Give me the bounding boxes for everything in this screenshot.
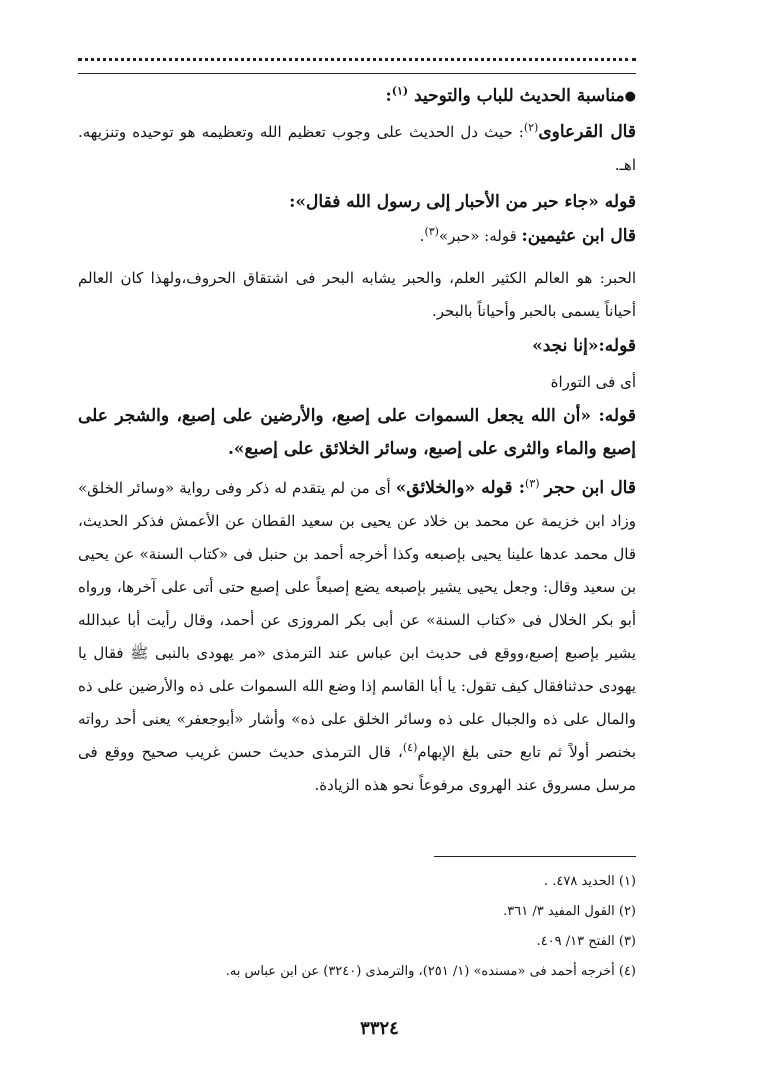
ibn-hajar-text: أى من لم يتقدم له ذكر وفى رواية «وسائر الخلق» وزاد ابن خزيمة عن محمد بن خلاد عن يحيى بن سعيد القطان عن الأعمش فذكر الحديث، قال محمد عدها علينا يحيى بإصبعه وكذا أخرجه أحمد بن حنبل فى «كتاب السنة» عن يحيى بن سعيد وقال: وجعل يحيى يشير بإصبعه يضع إصبعاً على إصبع حتى أتى على آخرها، ورواه أبو بكر الخلال فى «كتاب السنة» عن أبى بكر المروزى عن أحمد، وقال رأيت أبا عبدالله يشير بإصبع إصبع،ووقع فى حديث ابن عباس عند الترمذى «مر يهودى بالنبى ﷺ فقال يا يهودى حدثنافقال كيف تقول: يا أبا القاسم إذا وضع الله السموات على ذه والأرضين على ذه والمال على ذه والجبال على ذه وسائر الخلق على ذه» وأشار «أبوجعفر» يعنى أحد رواته بخنصر أولاً ثم تابع حتى بلغ الإبهام bbox=[78, 479, 636, 761]
qarawi-text: : حيث دل الحديث على وجوب تعظيم الله وتعظيمه هو توحيده وتنزيهه. اهـ. bbox=[78, 123, 636, 174]
page-number: ٣٣٢٤ bbox=[360, 1018, 399, 1039]
section-heading bbox=[78, 80, 636, 113]
uthaymeen-label: قال ابن عثيمين: bbox=[521, 226, 636, 246]
footnote-ref: (٢) bbox=[523, 121, 539, 134]
footnote-1: (١) الحديد ٤٧٨. . bbox=[544, 874, 636, 889]
quote-fingers: قوله: «أن الله يجعل السموات على إصبع، والأرضين على إصبع، والشجر على إصبع والماء والثرى على إصبع، وسائر الخلائق على إصبع». bbox=[78, 406, 636, 459]
ibn-hajar-text-end: ، قال الترمذى حديث حسن غريب صحيح ووقع فى مرسل مسروق عند الهروى مرفوعاً نحو هذه الزيادة. bbox=[78, 743, 636, 794]
qarawi-paragraph bbox=[78, 116, 636, 182]
footnote-ref: (٣) bbox=[525, 477, 540, 490]
uthaymeen-text: قوله: «حبر» bbox=[438, 227, 517, 245]
heading-colon: : bbox=[385, 86, 392, 106]
footnote-ref: (١) bbox=[391, 84, 409, 98]
bullet-icon: ● bbox=[624, 89, 636, 104]
uthaymeen-tail: . bbox=[419, 227, 425, 245]
ibn-hajar-paragraph bbox=[78, 472, 636, 802]
footnote-ref: (٣) bbox=[424, 225, 439, 238]
footnote-separator bbox=[434, 856, 636, 857]
footnote-4: (٤) أخرجه أحمد فى «مسنده» (١/ ٢٥١)، والترمذى (٣٢٤٠) عن ابن عباس به. bbox=[225, 964, 636, 979]
heading-text: مناسبة الحديث للباب والتوحيد bbox=[414, 86, 625, 106]
quote-hibr-heading: قوله «جاء حبر من الأحبار إلى رسول الله فقال»: bbox=[289, 192, 636, 212]
qarawi-label: قال القرعاوى bbox=[538, 122, 636, 142]
hibr-definition: الحبر: هو العالم الكثير العلم، والحبر يشابه البحر فى اشتقاق الحروف،ولهذا كان العالم أحياناً يسمى بالحبر وأحياناً بالبحر. bbox=[78, 269, 636, 320]
quote-najid-heading: قوله:«إنا نجد» bbox=[532, 336, 636, 356]
ibn-hajar-label: قال ابن حجر bbox=[544, 478, 636, 498]
page-body bbox=[78, 0, 636, 1084]
footnote-3: (٣) الفتح ١٣/ ٤٠٩. bbox=[536, 934, 636, 949]
torah-note: أى فى التوراة bbox=[550, 373, 636, 391]
footnote-ref: (٤) bbox=[402, 741, 418, 754]
footnote-2: (٢) القول المفيد ٣/ ٣٦١. bbox=[503, 904, 636, 919]
uthaymeen-paragraph bbox=[78, 220, 636, 253]
ibn-hajar-quote: : قوله «والخلائق» bbox=[395, 478, 526, 498]
